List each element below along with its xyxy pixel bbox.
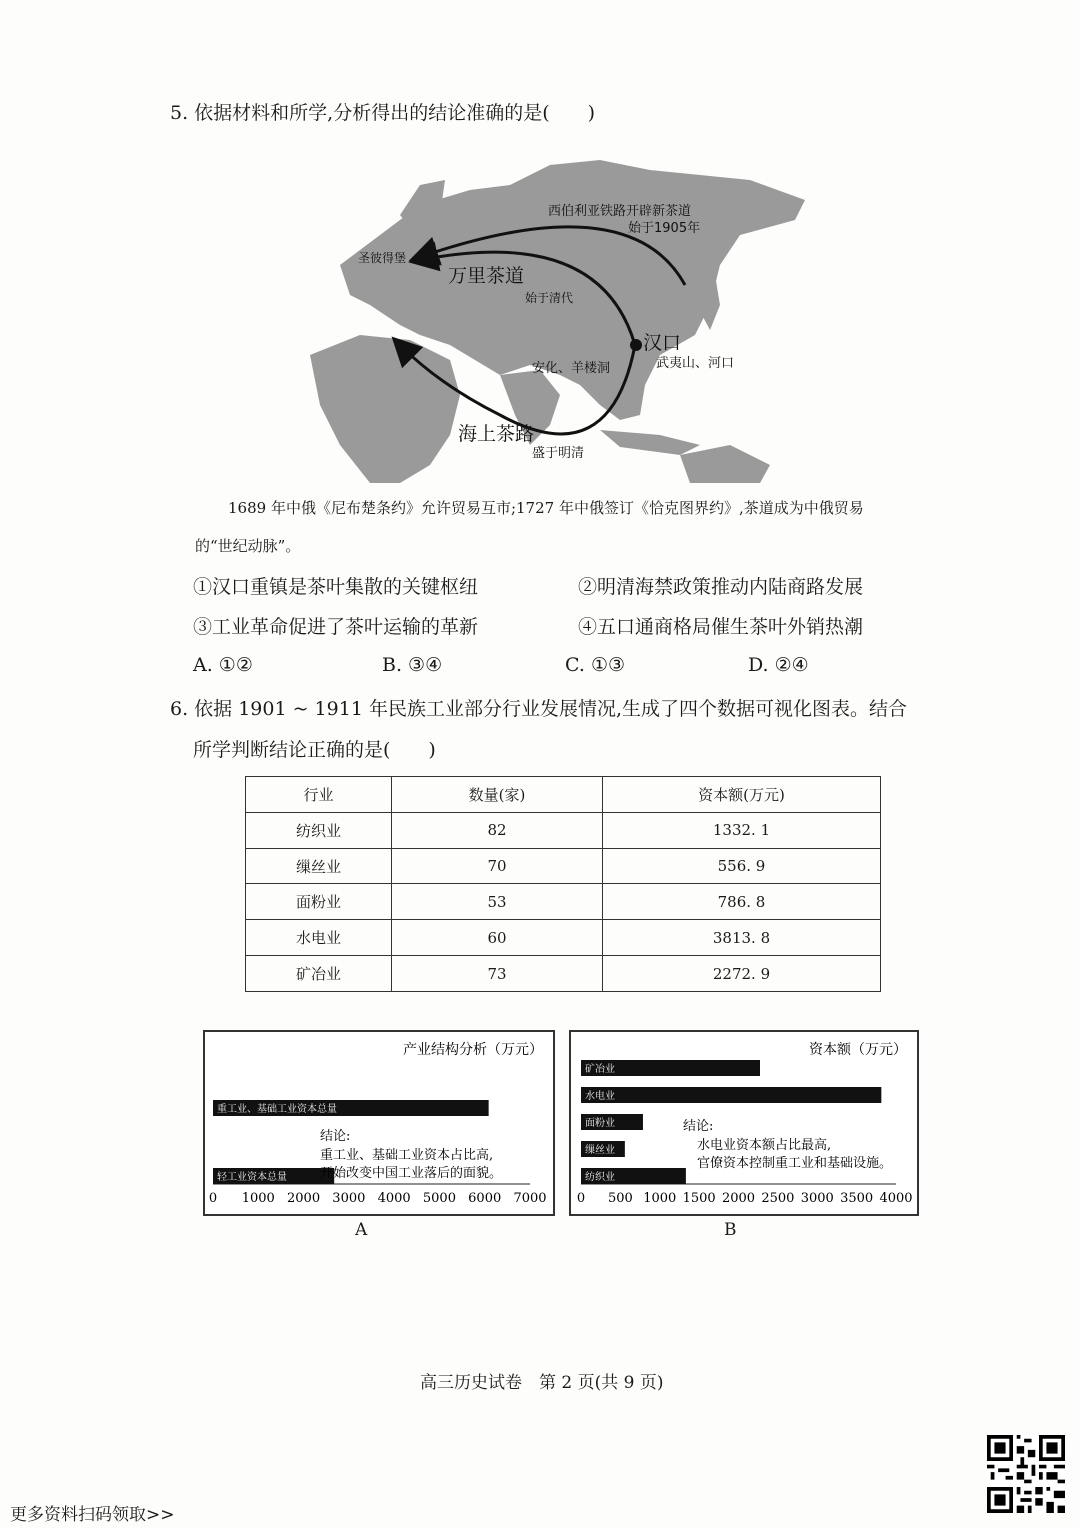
table-cell: 1332. 1 [603, 812, 881, 848]
tick-label: 0 [576, 1191, 586, 1206]
stpetersburg-point [416, 252, 428, 264]
q5-option-d[interactable]: D. ②④ [748, 654, 809, 676]
chart-a-caption: A [355, 1220, 368, 1240]
industry-table [245, 776, 881, 992]
table-cell: 面粉业 [246, 884, 392, 920]
table-header: 数量(家) [392, 777, 603, 813]
q5-material-line2: 的“世纪动脉”。 [195, 537, 301, 555]
label-sea-road: 海上茶路 [458, 423, 535, 445]
q5-statement-1: ①汉口重镇是茶叶集散的关键枢纽 [193, 576, 479, 598]
chart-a [205, 1032, 553, 1214]
table-row [246, 812, 881, 848]
q6-stem-line2: 所学判断结论正确的是( ) [193, 739, 436, 761]
tick-label: 7000 [513, 1191, 547, 1206]
bar-label: 轻工业资本总量 [217, 1172, 287, 1183]
label-hankou: 汉口 [643, 332, 682, 354]
table-cell: 53 [392, 884, 603, 920]
conclusion-label: 结论: [320, 1129, 351, 1144]
chart-a-frame [203, 1030, 555, 1216]
bar-label: 纺织业 [585, 1172, 615, 1183]
q5-option-c[interactable]: C. ①③ [565, 654, 626, 676]
table-cell: 3813. 8 [603, 920, 881, 956]
label-wuyi: 武夷山、河口 [656, 356, 735, 371]
scan-more-link[interactable]: 更多资料扫码领取>> [10, 1505, 175, 1525]
table-header: 行业 [246, 777, 392, 813]
table-cell: 82 [392, 812, 603, 848]
chart-title: 资本额（万元） [809, 1042, 907, 1058]
q5-statement-4: ④五口通商格局催生茶叶外销热潮 [578, 616, 864, 638]
bar-label: 水电业 [585, 1091, 615, 1102]
chart-b-caption: B [724, 1220, 737, 1240]
label-siberia-2: 始于1905年 [628, 221, 701, 236]
tick-label: 3000 [332, 1191, 366, 1206]
table-cell: 缫丝业 [246, 848, 392, 884]
table-cell: 60 [392, 920, 603, 956]
table-cell: 纺织业 [246, 812, 392, 848]
bar-label: 矿冶业 [585, 1064, 615, 1075]
bar [581, 1087, 881, 1103]
table-row [246, 956, 881, 992]
tick-label: 1000 [643, 1191, 677, 1206]
bar-label: 缫丝业 [585, 1145, 615, 1156]
table-row [246, 848, 881, 884]
table-cell: 786. 8 [603, 884, 881, 920]
table-cell: 556. 9 [603, 848, 881, 884]
label-siberia-1: 西伯利亚铁路开辟新茶道 [548, 204, 692, 219]
tick-label: 2000 [721, 1191, 756, 1206]
qr-code-icon[interactable] [987, 1435, 1065, 1513]
q6-stem-line1: 6. 依据 1901 ~ 1911 年民族工业部分行业发展情况,生成了四个数据可视化图表。结合 [170, 698, 907, 720]
conclusion-line: 重工业、基础工业资本占比高, [320, 1148, 494, 1163]
tick-label: 3000 [800, 1191, 834, 1206]
table-header: 资本额(万元) [603, 777, 881, 813]
table-row [246, 920, 881, 956]
q5-option-b[interactable]: B. ③④ [382, 654, 443, 676]
tick-label: 5000 [422, 1191, 456, 1206]
table-cell: 70 [392, 848, 603, 884]
tick-label: 2500 [761, 1191, 795, 1206]
hankou-point [630, 339, 642, 351]
conclusion-line: 开始改变中国工业落后的面貌。 [320, 1166, 503, 1181]
label-anhua: 安化、羊楼洞 [532, 361, 611, 376]
chart-title: 产业结构分析（万元） [403, 1042, 543, 1058]
label-qing: 始于清代 [525, 291, 574, 305]
tick-label: 1000 [241, 1191, 275, 1206]
table-cell: 矿冶业 [246, 956, 392, 992]
q5-statement-3: ③工业革命促进了茶叶运输的革新 [193, 616, 479, 638]
page-footer: 高三历史试卷 第 2 页(共 9 页) [420, 1373, 664, 1393]
table-cell: 2272. 9 [603, 956, 881, 992]
table-cell: 73 [392, 956, 603, 992]
q5-statement-2: ②明清海禁政策推动内陆商路发展 [578, 576, 864, 598]
tick-label: 6000 [468, 1191, 502, 1206]
bar-label: 重工业、基础工业资本总量 [217, 1104, 337, 1115]
q5-stem: 5. 依据材料和所学,分析得出的结论准确的是( ) [170, 102, 596, 124]
q5-option-a[interactable]: A. ①② [193, 654, 253, 676]
tick-label: 3500 [840, 1191, 874, 1206]
table-header-row [246, 777, 881, 813]
table-row [246, 884, 881, 920]
tick-label: 1500 [682, 1191, 716, 1206]
chart-b-frame [569, 1030, 919, 1216]
tea-road-map [300, 145, 820, 483]
chart-b [571, 1032, 917, 1214]
tick-label: 4000 [377, 1191, 411, 1206]
tick-label: 4000 [879, 1191, 913, 1206]
q5-material-line1: 1689 年中俄《尼布楚条约》允许贸易互市;1727 年中俄签订《恰克图界约》,茶道成为中俄贸易 [228, 499, 864, 517]
table-cell: 水电业 [246, 920, 392, 956]
label-tea-road: 万里茶道 [448, 265, 525, 287]
tick-label: 0 [208, 1191, 218, 1206]
tick-label: 500 [607, 1191, 633, 1206]
conclusion-label: 结论: [683, 1119, 714, 1134]
label-mingqing: 盛于明清 [532, 446, 585, 461]
conclusion-line: 官僚资本控制重工业和基础设施。 [697, 1156, 893, 1171]
tick-label: 2000 [287, 1191, 321, 1206]
bar-label: 面粉业 [585, 1118, 615, 1129]
conclusion-line: 水电业资本额占比最高, [697, 1138, 832, 1153]
label-stpetersburg: 圣彼得堡 [358, 251, 407, 265]
